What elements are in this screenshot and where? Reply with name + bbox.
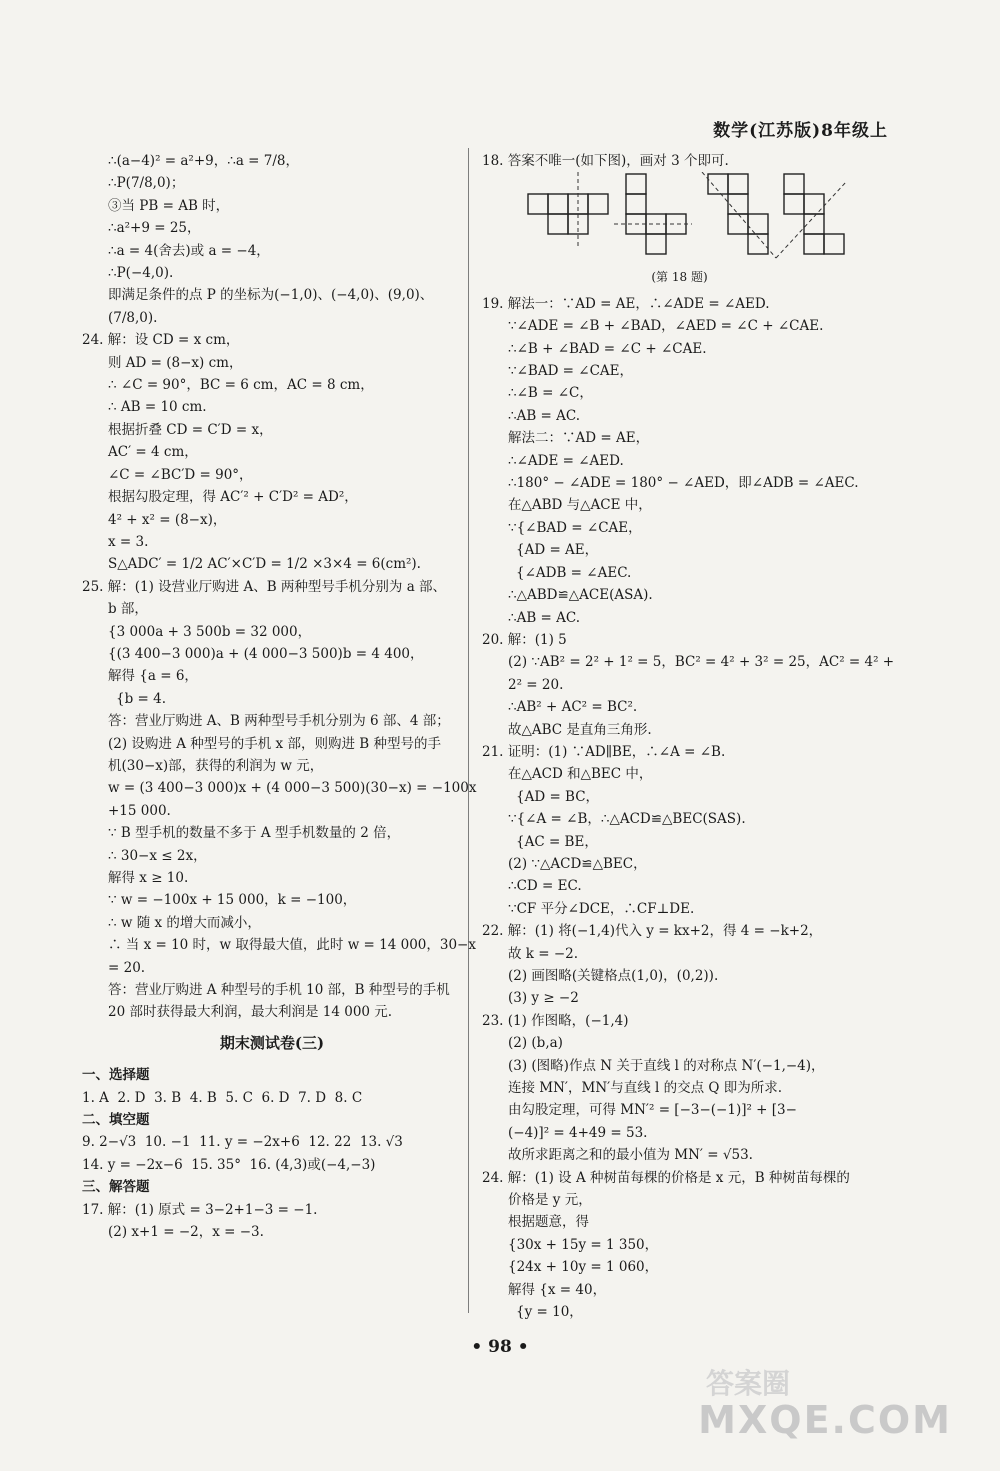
column-divider [468,148,469,1313]
text-line: ∠C = ∠BC′D = 90°， [108,466,253,483]
text-line: 故 k = −2. [508,945,579,962]
text-line: 机(30−x)部，获得的利润为 w 元， [108,757,324,774]
section-heading: 一、选择题 [82,1067,150,1084]
text-line: ∴∠B = ∠C， [508,385,593,402]
watermark-logo: 答案圈 [705,1367,790,1400]
text-line: x = 3. [108,533,149,550]
answer-line: 14. y = −2x−6 15. 35° 16. (4,3)或(−4,−3) [82,1156,376,1173]
text-line: ∵CF 平分∠DCE，∴CF⊥DE. [508,900,695,917]
equation-line: {∠ADB = ∠AEC. [516,564,632,581]
text-line: (2) (b,a) [508,1035,563,1052]
equation-line: {3 000a + 3 500b = 32 000， [108,623,312,640]
text-line: (−4)]² = 4+49 = 53. [508,1124,648,1141]
problem-24-heading: 24. 解：(1) 设 A 种树苗每棵的价格是 x 元，B 种树苗每棵的 [482,1169,850,1186]
text-line: ∴△ABD≌△ACE(ASA). [508,587,653,604]
answer-line: 9. 2−√3 10. −1 11. y = −2x+6 12. 22 13. √3 [82,1134,403,1151]
left-column [82,150,477,1244]
text-line: ∴ ∠C = 90°，BC = 6 cm，AC = 8 cm， [108,377,374,394]
equation-line: 解得 {x = 40， [508,1281,607,1298]
equation-line: {AD = BC， [516,788,600,805]
problem-20-heading: 20. 解：(1) 5 [482,631,567,648]
text-line: 故所求距离之和的最小值为 MN′ = √53. [508,1147,753,1164]
text-line: ③当 PB = AB 时， [108,197,230,214]
text-line: 在△ACD 和△BEC 中， [508,766,653,783]
text-line: (2) 设购进 A 种型号的手机 x 部，则购进 B 种型号的手 [108,735,441,752]
problem-23-heading: 23. (1) 作图略，(−1,4) [482,1012,629,1029]
grid-shapes-figure [526,172,846,264]
problem-18-heading: 18. 答案不唯一(如下图)，画对 3 个即可. [482,153,729,169]
text-line: 答：营业厅购进 A、B 两种型号手机分别为 6 部、4 部； [108,713,450,730]
text-line: ∴CD = EC. [508,878,582,895]
text-line: 20 部时获得最大利润，最大利润是 14 000 元. [108,1004,393,1021]
equation-line: {30x + 15y = 1 350， [508,1236,659,1253]
page-number: • 98 • [471,1337,529,1357]
text-line: ∴(a−4)² = a²+9，∴a = 7/8， [108,153,299,169]
text-line: ∴AB = AC. [508,609,581,626]
text-line: ∴180° − ∠ADE = 180° − ∠AED，即∠ADB = ∠AEC. [508,475,859,492]
text-line: 4² + x² = (8−x)， [108,511,227,528]
text-line: 在△ABD 与△ACE 中， [508,497,652,514]
text-line: ∴∠ADE = ∠AED. [508,452,624,469]
equation-line: {b = 4. [116,690,167,707]
text-line: (2) ∵AB² = 2² + 1² = 5，BC² = 4² + 3² = 25，AC² = 4² + [508,654,895,671]
text-line: 解得 x ≥ 10. [108,870,189,886]
text-line: ∴ AB = 10 cm. [108,399,207,416]
text-line: (7/8,0). [108,309,158,326]
text-line: 根据折叠 CD = C′D = x， [108,421,273,438]
text-line: ∴P(7/8,0)； [108,175,185,192]
text-line: 根据题意，得 [508,1214,589,1231]
equation-line: {24x + 10y = 1 060， [508,1259,659,1276]
equation-line: {AD = AE， [516,542,599,559]
text-line: 根据勾股定理，得 AC′² + C′D² = AD²， [108,489,358,506]
text-line: 则 AD = (8−x) cm， [108,354,243,371]
equation-line: {AC = BE， [516,833,598,850]
text-line: = 20. [108,959,146,976]
answer-line: (2) x+1 = −2，x = −3. [108,1224,264,1241]
text-line: ∴ 30−x ≤ 2x， [108,847,207,864]
figure-18 [526,172,877,264]
text-line: (3) y ≥ −2 [508,990,579,1007]
text-line: ∴∠B + ∠BAD = ∠C + ∠CAE. [508,340,707,357]
text-line: ∵∠ADE = ∠B + ∠BAD，∠AED = ∠C + ∠CAE. [508,318,824,335]
problem-24-heading: 24. 解：设 CD = x cm， [82,332,240,349]
text-line: 解法二：∵AD = AE， [508,430,650,447]
text-line: ∵∠BAD = ∠CAE， [508,363,634,380]
text-line: (2) ∵△ACD≌△BEC， [508,855,647,872]
watermark: MXQE.COM [698,1398,952,1442]
problem-25-heading: 25. 解：(1) 设营业厅购进 A、B 两种型号手机分别为 a 部、 [82,578,447,595]
problem-22-heading: 22. 解：(1) 将(−1,4)代入 y = kx+2，得 4 = −k+2， [482,923,823,940]
equation-line: ∵{∠BAD = ∠CAE， [508,519,642,536]
text-line: 连接 MN′，MN′与直线 l 的交点 Q 即为所求. [508,1080,783,1097]
text-line: +15 000. [108,802,171,819]
answer-line: 1. A 2. D 3. B 4. B 5. C 6. D 7. D 8. C [82,1089,363,1106]
text-line: ∴ w 随 x 的增大而减小， [108,914,261,931]
text-line: S△ADC′ = 1/2 AC′×C′D = 1/2 ×3×4 = 6(cm²). [108,556,421,573]
text-line: 即满足条件的点 P 的坐标为(−1,0)、(−4,0)、(9,0)、 [108,287,434,304]
text-line: (3) (图略)作点 N 关于直线 l 的对称点 N′(−1,−4)， [508,1057,825,1074]
section-heading: 二、填空题 [82,1112,150,1129]
problem-21-heading: 21. 证明：(1) ∵AD∥BE，∴∠A = ∠B. [482,743,726,760]
exam-title: 期末测试卷(三) [219,1033,325,1052]
text-line: ∵ B 型手机的数量不多于 A 型手机数量的 2 倍， [108,825,401,842]
section-heading: 三、解答题 [82,1179,150,1196]
text-line: 2² = 20. [508,676,564,693]
text-line: ∴AB = AC. [508,407,581,424]
text-line: b 部， [108,601,148,618]
text-line: 答：营业厅购进 A 种型号的手机 10 部，B 种型号的手机 [108,982,450,999]
page-header-title: 数学(江苏版)8年级上 [713,121,888,141]
text-line: 故△ABC 是直角三角形. [508,721,652,738]
text-line: ∴AB² + AC² = BC². [508,699,638,716]
equation-line: ∵{∠A = ∠B，∴△ACD≌△BEC(SAS). [508,811,746,828]
text-line: (2) 画图略(关键格点(1,0)，(0,2)). [508,968,719,984]
equation-line: {(3 400−3 000)a + (4 000−3 500)b = 4 400， [108,645,424,662]
text-line: ∴P(−4,0). [108,265,174,282]
problem-19-heading: 19. 解法一：∵AD = AE，∴∠ADE = ∠AED. [482,295,770,312]
text-line: 价格是 y 元， [508,1192,592,1209]
text-line: 由勾股定理，可得 MN′² = [−3−(−1)]² + [3− [508,1102,797,1119]
equation-line: {y = 10， [516,1304,583,1321]
text-line: ∵ w = −100x + 15 000，k = −100， [108,892,357,909]
answer-line: 17. 解：(1) 原式 = 3−2+1−3 = −1. [82,1201,318,1218]
text-line: ∴a = 4(舍去)或 a = −4， [108,242,270,259]
right-column [482,150,895,1324]
equation-line: 解得 {a = 6， [108,668,198,685]
text-line: w = (3 400−3 000)x + (4 000−3 500)(30−x) = −100x [108,780,477,797]
figure-caption: (第 18 题) [651,270,708,285]
text-line: ∴a²+9 = 25， [108,220,201,237]
text-line: ∴ 当 x = 10 时，w 取得最大值，此时 w = 14 000，30−x [108,937,476,954]
text-line: AC′ = 4 cm， [108,444,198,461]
